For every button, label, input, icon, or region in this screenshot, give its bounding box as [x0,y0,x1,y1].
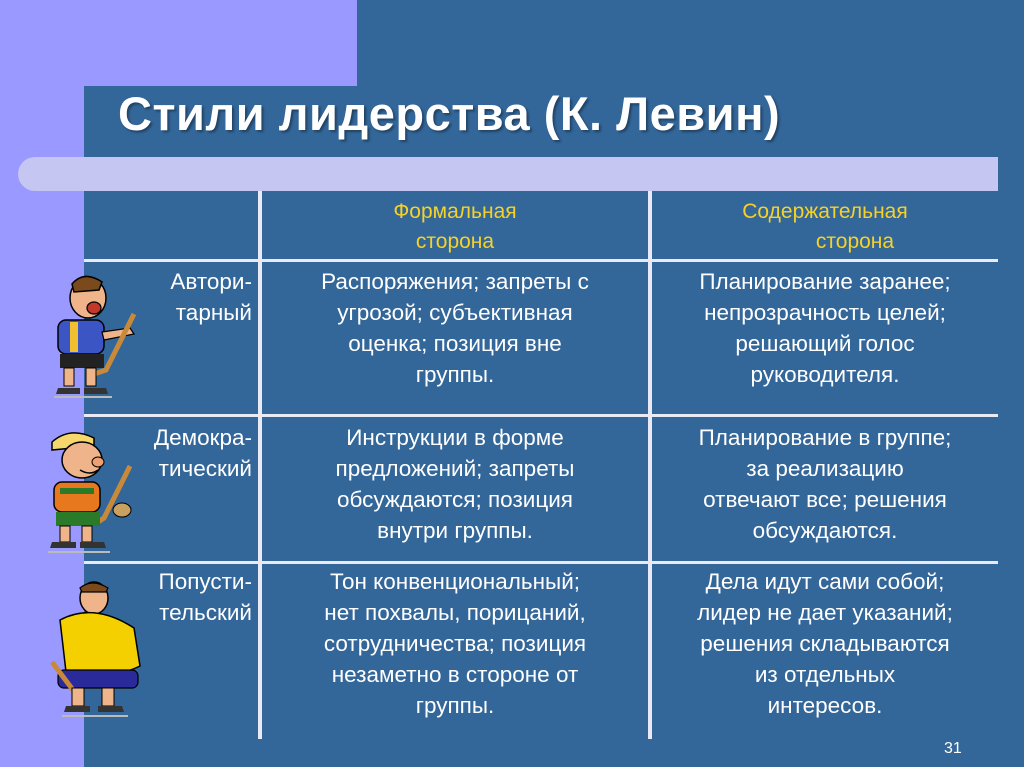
cell-line: Инструкции в форме [346,425,564,450]
cell-line: Распоряжения; запреты с [321,269,589,294]
cell-authoritarian-content [652,266,998,390]
cell-line: руководителя. [750,362,900,387]
row-name-line: Демокра- [153,425,252,450]
row-name-line: Автори- [170,269,252,294]
cell-line: лидер не дает указаний; [697,600,953,625]
cell-permissive-formal [262,566,648,721]
header-formal-line: Формальная [393,200,517,223]
cell-line: интересов. [767,693,883,718]
slide-title: Стили лидерства (К. Левин) [118,87,781,140]
row-name-line: тический [158,456,252,481]
cell-democratic-formal [262,422,648,546]
table-divider-horizontal-3 [84,561,998,564]
cell-line: оценка; позиция вне [348,331,562,356]
row-name-line: тарный [175,300,252,325]
cell-line: Тон конвенциональный; [329,569,581,594]
header-content-line: Содержательная [742,200,908,223]
smiling-hockey-player-icon [40,428,140,558]
cell-line: за реализацию [746,456,904,481]
cell-line: Планирование в группе; [698,425,952,450]
cell-line: Планирование заранее; [699,269,951,294]
cell-line: решающий голос [735,331,915,356]
cell-line: решения складываются [700,631,950,656]
cell-democratic-content [652,422,998,546]
row-name-line: тельский [159,600,252,625]
cell-line: группы. [415,362,495,387]
top-accent-block [0,0,357,86]
row-name-line: Попусти- [158,569,252,594]
cell-line: нет похвалы, порицаний, [324,600,586,625]
cell-line: предложений; запреты [335,456,575,481]
table-divider-horizontal-2 [84,414,998,417]
title-underline-bar [18,157,998,191]
header-formal-line: сторона [415,230,495,253]
cell-line: угрозой; субъективная [337,300,573,325]
cell-line: обсуждаются; позиция [337,487,573,512]
cell-line: внутри группы. [377,518,533,543]
cell-line: из отдельных [754,662,896,687]
cell-line: группы. [415,693,495,718]
cell-line: Дела идут сами собой; [705,569,945,594]
page-number: 31 [944,740,962,757]
cell-line: незаметно в стороне от [331,662,579,687]
cell-line: сотрудничества; позиция [323,631,587,656]
lazy-hockey-player-icon [48,576,148,726]
cell-line: отвечают все; решения [703,487,947,512]
cell-line: обсуждаются. [752,518,898,543]
header-content [652,197,998,257]
table-divider-horizontal-1 [84,259,998,262]
header-content-line: сторона [815,230,895,253]
cell-permissive-content [652,566,998,721]
angry-hockey-player-icon [44,270,144,400]
header-formal [262,197,648,257]
cell-authoritarian-formal [262,266,648,390]
cell-line: непрозрачность целей; [704,300,946,325]
